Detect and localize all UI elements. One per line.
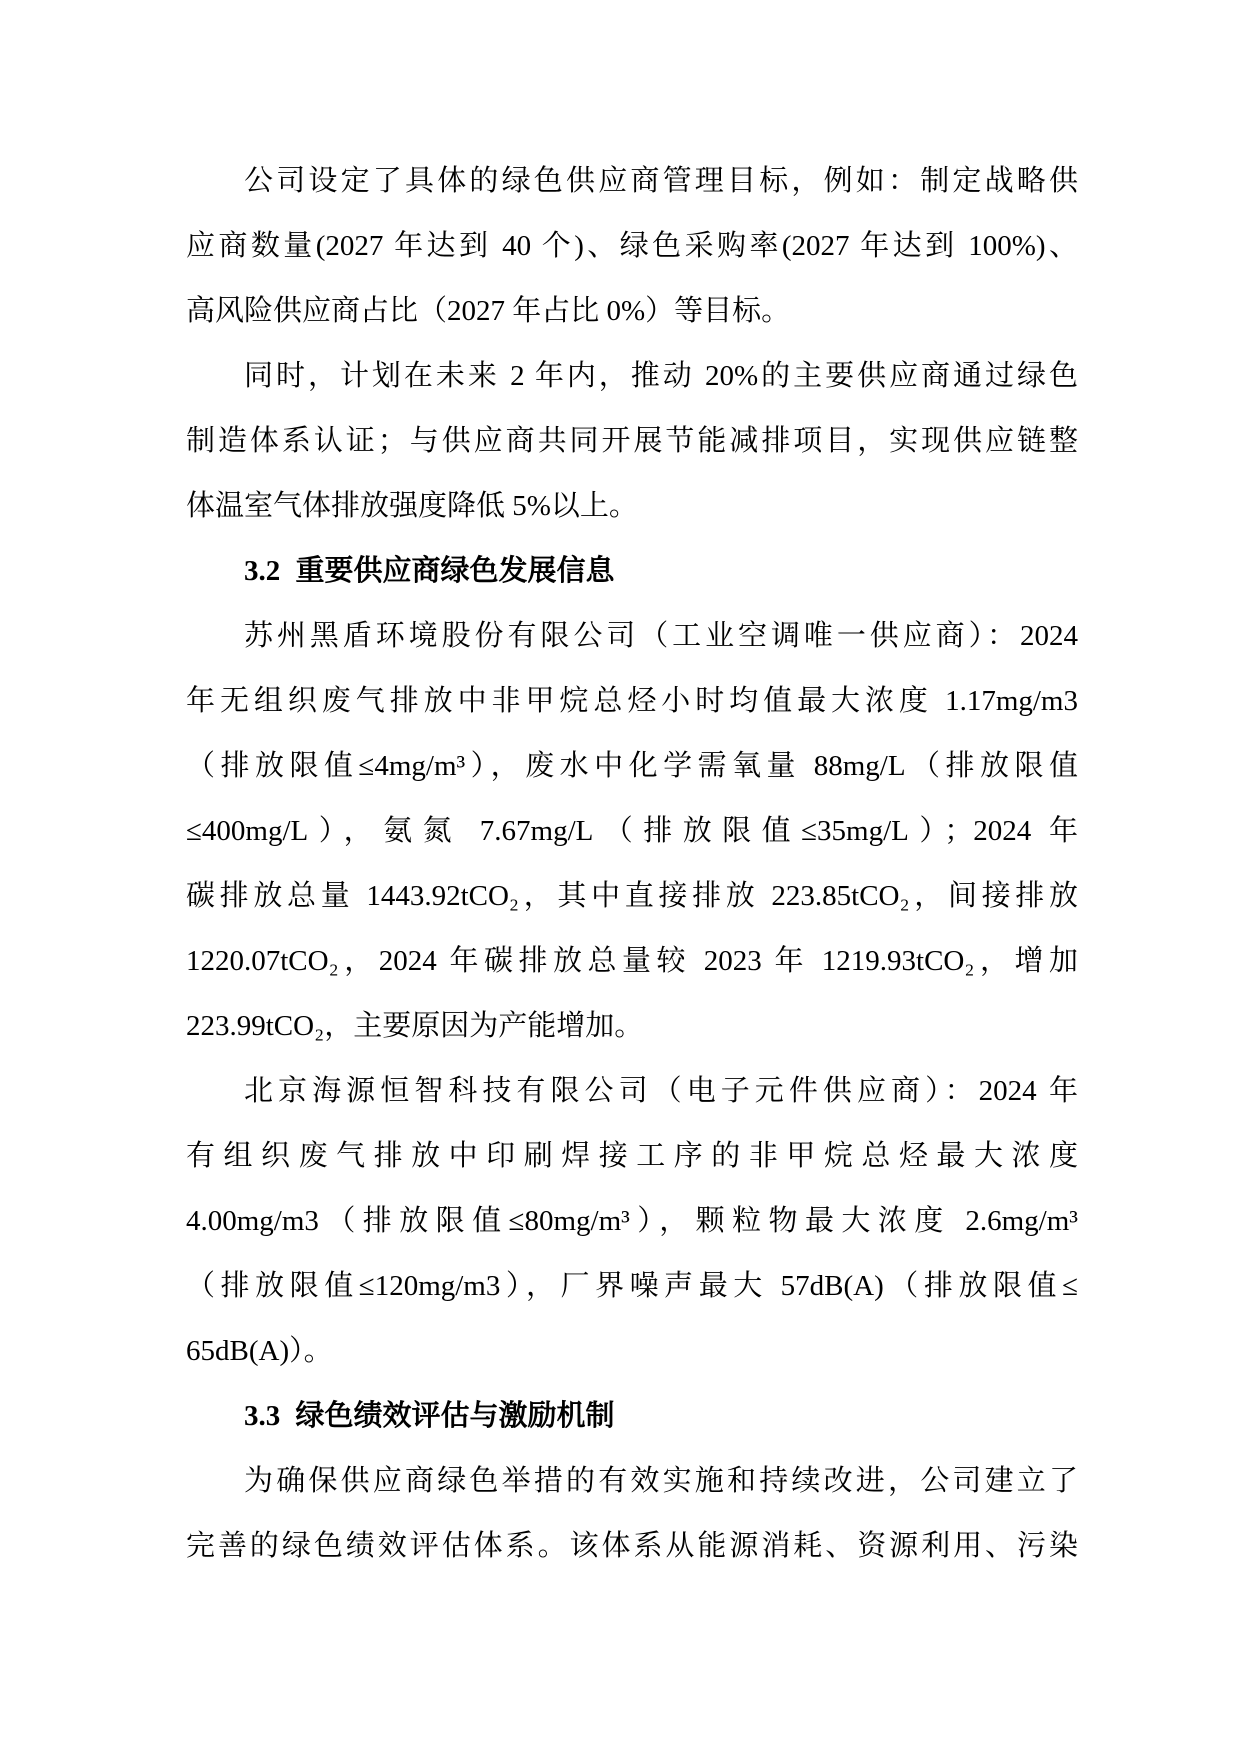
paragraph-evaluation-line-2: 完善的绿色绩效评估体系。该体系从能源消耗、资源利用、污染: [186, 1530, 1078, 1562]
paragraph-suzhou-line-3: （排放限值≤4mg/m³），废水中化学需氧量 88mg/L（排放限值: [186, 750, 1078, 782]
paragraph-beijing-line-2: 有组织废气排放中印刷焊接工序的非甲烷总烃最大浓度: [186, 1140, 1078, 1172]
paragraph-suzhou-line-2: 年无组织废气排放中非甲烷总烃小时均值最大浓度 1.17mg/m3: [186, 685, 1078, 717]
paragraph-beijing-line-1: 北京海源恒智科技有限公司（电子元件供应商）：2024 年: [244, 1075, 1078, 1107]
paragraph-suzhou-line-1: 苏州黑盾环境股份有限公司（工业空调唯一供应商）：2024: [244, 620, 1078, 652]
paragraph-goals-line-1: 公司设定了具体的绿色供应商管理目标，例如：制定战略供: [244, 165, 1078, 197]
paragraph-plan-line-1: 同时，计划在未来 2 年内，推动 20%的主要供应商通过绿色: [244, 360, 1078, 392]
paragraph-evaluation-line-1: 为确保供应商绿色举措的有效实施和持续改进，公司建立了: [244, 1465, 1078, 1497]
paragraph-goals-line-2: 应商数量(2027 年达到 40 个)、绿色采购率(2027 年达到 100%)、: [186, 230, 1078, 262]
paragraph-beijing-line-5: 65dB(A)）。: [186, 1335, 333, 1367]
section-heading-3-3: 3.3 绿色绩效评估与激励机制: [244, 1400, 615, 1432]
paragraph-goals-line-3: 高风险供应商占比（2027 年占比 0%）等目标。: [186, 295, 791, 327]
page-content: [186, 149, 1078, 1579]
paragraph-suzhou-line-5: 碳排放总量 1443.92tCO₂，其中直接排放 223.85tCO₂，间接排放: [186, 880, 1078, 912]
paragraph-beijing-line-3: 4.00mg/m3（排放限值≤80mg/m³），颗粒物最大浓度 2.6mg/m³: [186, 1205, 1078, 1237]
paragraph-suzhou-line-6: 1220.07tCO₂，2024 年碳排放总量较 2023 年 1219.93tCO₂，增加: [186, 945, 1078, 977]
paragraph-suzhou-line-4: ≤400mg/L），氨氮 7.67mg/L（排放限值≤35mg/L）；2024 年: [186, 815, 1078, 847]
paragraph-suzhou-line-7: 223.99tCO₂，主要原因为产能增加。: [186, 1010, 644, 1042]
paragraph-plan-line-2: 制造体系认证；与供应商共同开展节能减排项目，实现供应链整: [186, 425, 1078, 457]
section-heading-3-2: 3.2 重要供应商绿色发展信息: [244, 555, 615, 587]
paragraph-beijing-line-4: （排放限值≤120mg/m3），厂界噪声最大 57dB(A)（排放限值≤: [186, 1270, 1078, 1302]
paragraph-plan-line-3: 体温室气体排放强度降低 5%以上。: [186, 490, 638, 522]
